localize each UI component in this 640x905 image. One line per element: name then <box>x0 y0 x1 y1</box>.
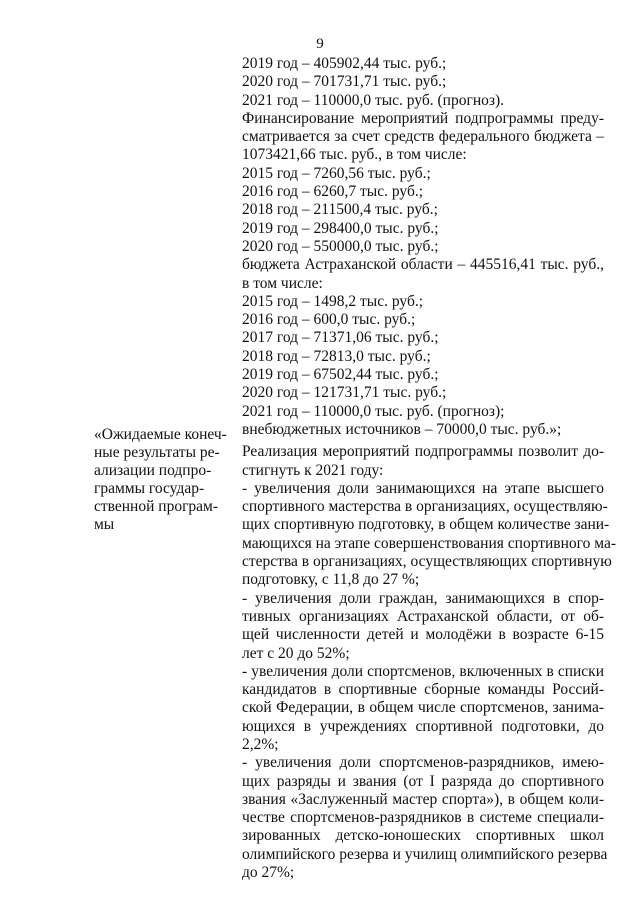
text-line: стигнуть к 2021 году: <box>242 461 384 479</box>
text-line: звания «Заслуженный мастер спорта»), в общем коли- <box>242 790 604 808</box>
text-line: 2018 год – 72813,0 тыс. руб.; <box>242 347 431 365</box>
text-line: Финансирование мероприятий подпрограммы преду- <box>242 109 604 127</box>
label-line: «Ожидаемые конеч- <box>94 426 227 443</box>
text-line: 2020 год – 701731,71 тыс. руб.; <box>242 73 447 91</box>
text-line: 2018 год – 211500,4 тыс. руб.; <box>242 201 438 219</box>
label-line: граммы государ- <box>94 480 205 497</box>
text-line: подготовку, с 11,8 до 27 %; <box>242 571 420 589</box>
text-line: 1073421,66 тыс. руб., в том числе: <box>242 146 467 164</box>
text-line: спортивного мастерства в организациях, осуществляю- <box>242 498 608 516</box>
label-line: ственной програм- <box>94 498 219 515</box>
text-line: 2019 год – 405902,44 тыс. руб.; <box>242 55 447 72</box>
text-line: ющихся в учреждениях спортивной подготовки, до <box>242 717 604 735</box>
text-line: щей численности детей и молодёжи в возрасте 6-15 <box>242 626 604 644</box>
label-line: мы <box>94 516 115 533</box>
text-line: бюджета Астраханской области – 445516,41 тыс. руб., <box>242 256 604 274</box>
text-line: - увеличения доли спортсменов-разрядников, имею- <box>242 754 604 772</box>
text-line: 2019 год – 298400,0 тыс. руб.; <box>242 219 439 237</box>
text-line: 2020 год – 550000,0 тыс. руб.; <box>242 237 439 255</box>
funding-section <box>242 55 604 439</box>
expected-results-section <box>242 443 617 882</box>
text-line: 2021 год – 110000,0 тыс. руб. (прогноз). <box>242 91 505 109</box>
text-line: мающихся на этапе совершенствования спортивного ма- <box>242 534 617 552</box>
text-line: зированных детско-юношеских спортивных школ <box>242 827 604 845</box>
text-line: олимпийского резерва и училищ олимпийского резерва <box>242 845 608 863</box>
text-line: лет с 20 до 52%; <box>242 644 350 662</box>
text-line: щих разряды и звания (от I разряда до спортивного <box>242 772 604 790</box>
text-line: кандидатов в спортивные сборные команды Россий- <box>242 681 604 699</box>
text-line: тивных организациях Астраханской области, от об- <box>242 607 604 625</box>
expected-results-label <box>94 426 236 534</box>
text-line: 2015 год – 7260,56 тыс. руб.; <box>242 164 431 182</box>
text-line: - увеличения доли спортсменов, включенных в списки <box>242 662 604 680</box>
label-line: ные результаты ре- <box>94 444 220 461</box>
text-line: 2019 год – 67502,44 тыс. руб.; <box>242 366 439 384</box>
text-line: в том числе: <box>242 274 323 292</box>
page-number: 9 <box>316 36 324 52</box>
text-line: ской Федерации, в общем числе спортсменов, занима- <box>242 699 604 717</box>
text-line: щих спортивную подготовку, в общем количестве зани- <box>242 516 610 534</box>
text-line: 2,2%; <box>242 735 279 753</box>
text-line: 2016 год – 600,0 тыс. руб.; <box>242 311 416 329</box>
text-line: 2016 год – 6260,7 тыс. руб.; <box>242 183 424 201</box>
text-line: до 27%; <box>242 864 295 882</box>
text-line: Реализация мероприятий подпрограммы позволит до- <box>242 443 604 461</box>
text-line: стерства в организациях, осуществляющих спортивную <box>242 553 612 571</box>
text-line: 2020 год – 121731,71 тыс. руб.; <box>242 384 447 402</box>
text-line: 2017 год – 71371,06 тыс. руб.; <box>242 329 439 347</box>
text-line: - увеличения доли граждан, занимающихся в спор- <box>242 589 604 607</box>
text-line: 2021 год – 110000,0 тыс. руб. (прогноз); <box>242 402 505 420</box>
text-line: - увеличения доли занимающихся на этапе высшего <box>242 479 604 497</box>
text-line: внебюджетных источников – 70000,0 тыс. руб.»; <box>242 420 562 438</box>
text-line: сматривается за счет средств федерального бюджета – <box>242 128 604 146</box>
label-line: ализации подпро- <box>94 462 212 479</box>
text-line: честве спортсменов-разрядников в системе специали- <box>242 809 604 827</box>
right-column <box>242 55 617 882</box>
text-line: 2015 год – 1498,2 тыс. руб.; <box>242 292 424 310</box>
